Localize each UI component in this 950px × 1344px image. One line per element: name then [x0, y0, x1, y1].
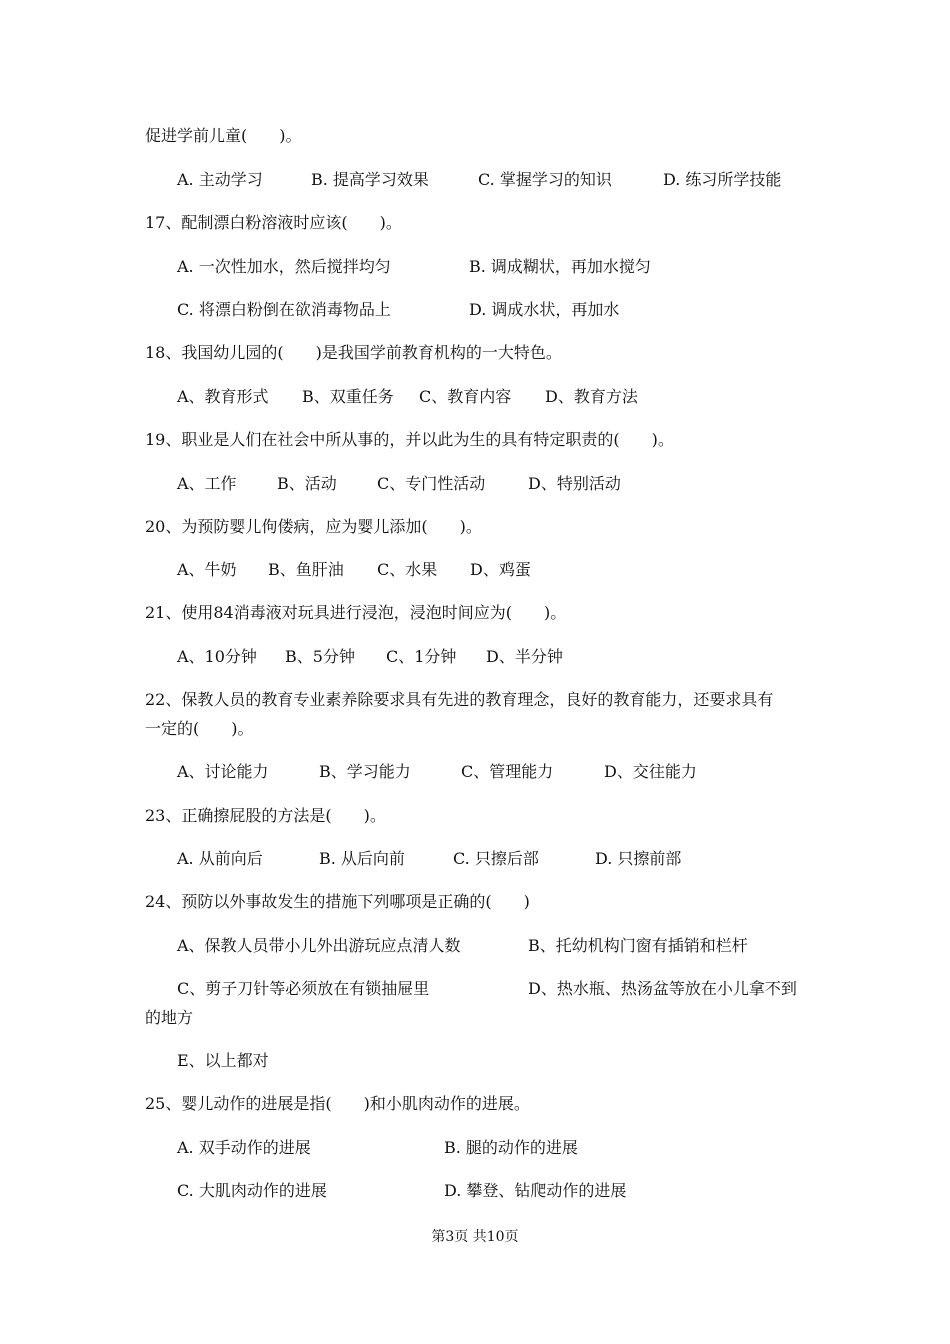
q22-option-c: C、管理能力: [461, 762, 554, 781]
q17-option-a: A. 一次性加水，然后搅拌均匀: [177, 257, 391, 276]
q24-option-d-continued: 的地方: [145, 1008, 194, 1027]
q22-option-a: A、讨论能力: [177, 762, 269, 781]
q22-option-b: B、学习能力: [319, 762, 411, 781]
q22-option-d: D、交往能力: [604, 762, 697, 781]
q25-option-b: B. 腿的动作的进展: [444, 1138, 578, 1157]
q19-option-d: D、特别活动: [528, 474, 621, 493]
q23-option-d: D. 只擦前部: [595, 849, 682, 868]
q20-option-b: B、鱼肝油: [268, 560, 344, 579]
q19-stem: 19、职业是人们在社会中所从事的，并以此为生的具有特定职责的( )。: [145, 430, 674, 449]
q16-option-d: D. 练习所学技能: [663, 170, 782, 189]
q21-stem: 21、使用84消毒液对玩具进行浸泡，浸泡时间应为( )。: [145, 603, 567, 622]
q17-option-d: D. 调成水状，再加水: [469, 300, 620, 319]
q25-option-a: A. 双手动作的进展: [177, 1138, 311, 1157]
q23-stem: 23、正确擦屁股的方法是( )。: [145, 806, 386, 825]
q24-stem: 24、预防以外事故发生的措施下列哪项是正确的( ): [145, 892, 530, 911]
q24-option-c: C、剪子刀针等必须放在有锁抽屉里: [177, 979, 430, 998]
q18-option-a: A、教育形式: [177, 387, 269, 406]
q16-option-a: A. 主动学习: [177, 170, 263, 189]
q24-option-e: E、以上都对: [177, 1051, 269, 1070]
q24-option-a: A、保教人员带小儿外出游玩应点清人数: [177, 936, 461, 955]
q21-option-c: C、1分钟: [386, 647, 457, 666]
q23-option-c: C. 只擦后部: [453, 849, 539, 868]
q16-option-b: B. 提高学习效果: [311, 170, 429, 189]
q21-option-b: B、5分钟: [285, 647, 355, 666]
q22-stem-line2: 一定的( )。: [145, 719, 254, 738]
q21-option-a: A、10分钟: [177, 647, 257, 666]
q22-stem-line1: 22、保教人员的教育专业素养除要求具有先进的教育理念，良好的教育能力，还要求具有: [145, 690, 774, 709]
q20-option-c: C、水果: [377, 560, 438, 579]
q17-option-b: B. 调成糊状，再加水搅匀: [469, 257, 651, 276]
q21-option-d: D、半分钟: [486, 647, 563, 666]
q25-option-c: C. 大肌肉动作的进展: [177, 1181, 327, 1200]
q24-option-d: D、热水瓶、热汤盆等放在小儿拿不到: [528, 979, 797, 998]
q20-stem: 20、为预防婴儿佝偻病，应为婴儿添加( )。: [145, 517, 482, 536]
q19-option-a: A、工作: [177, 474, 237, 493]
q17-option-c: C. 将漂白粉倒在欲消毒物品上: [177, 300, 391, 319]
q18-stem: 18、我国幼儿园的( )是我国学前教育机构的一大特色。: [145, 343, 562, 362]
q18-option-b: B、双重任务: [302, 387, 394, 406]
q18-option-d: D、教育方法: [545, 387, 638, 406]
page-number-footer: 第3页 共10页: [431, 1229, 519, 1245]
q16-option-c: C. 掌握学习的知识: [478, 170, 612, 189]
q23-option-b: B. 从后向前: [319, 849, 405, 868]
q18-option-c: C、教育内容: [419, 387, 512, 406]
q23-option-a: A. 从前向后: [177, 849, 263, 868]
q16-stem-continued: 促进学前儿童( )。: [145, 126, 302, 145]
q20-option-a: A、牛奶: [177, 560, 237, 579]
q17-stem: 17、配制漂白粉溶液时应该( )。: [145, 213, 402, 232]
q24-option-b: B、托幼机构门窗有插销和栏杆: [528, 936, 748, 955]
q19-option-b: B、活动: [277, 474, 337, 493]
q25-option-d: D. 攀登、钻爬动作的进展: [444, 1181, 627, 1200]
q19-option-c: C、专门性活动: [377, 474, 486, 493]
q25-stem: 25、婴儿动作的进展是指( )和小肌肉动作的进展。: [145, 1094, 530, 1113]
q20-option-d: D、鸡蛋: [470, 560, 531, 579]
